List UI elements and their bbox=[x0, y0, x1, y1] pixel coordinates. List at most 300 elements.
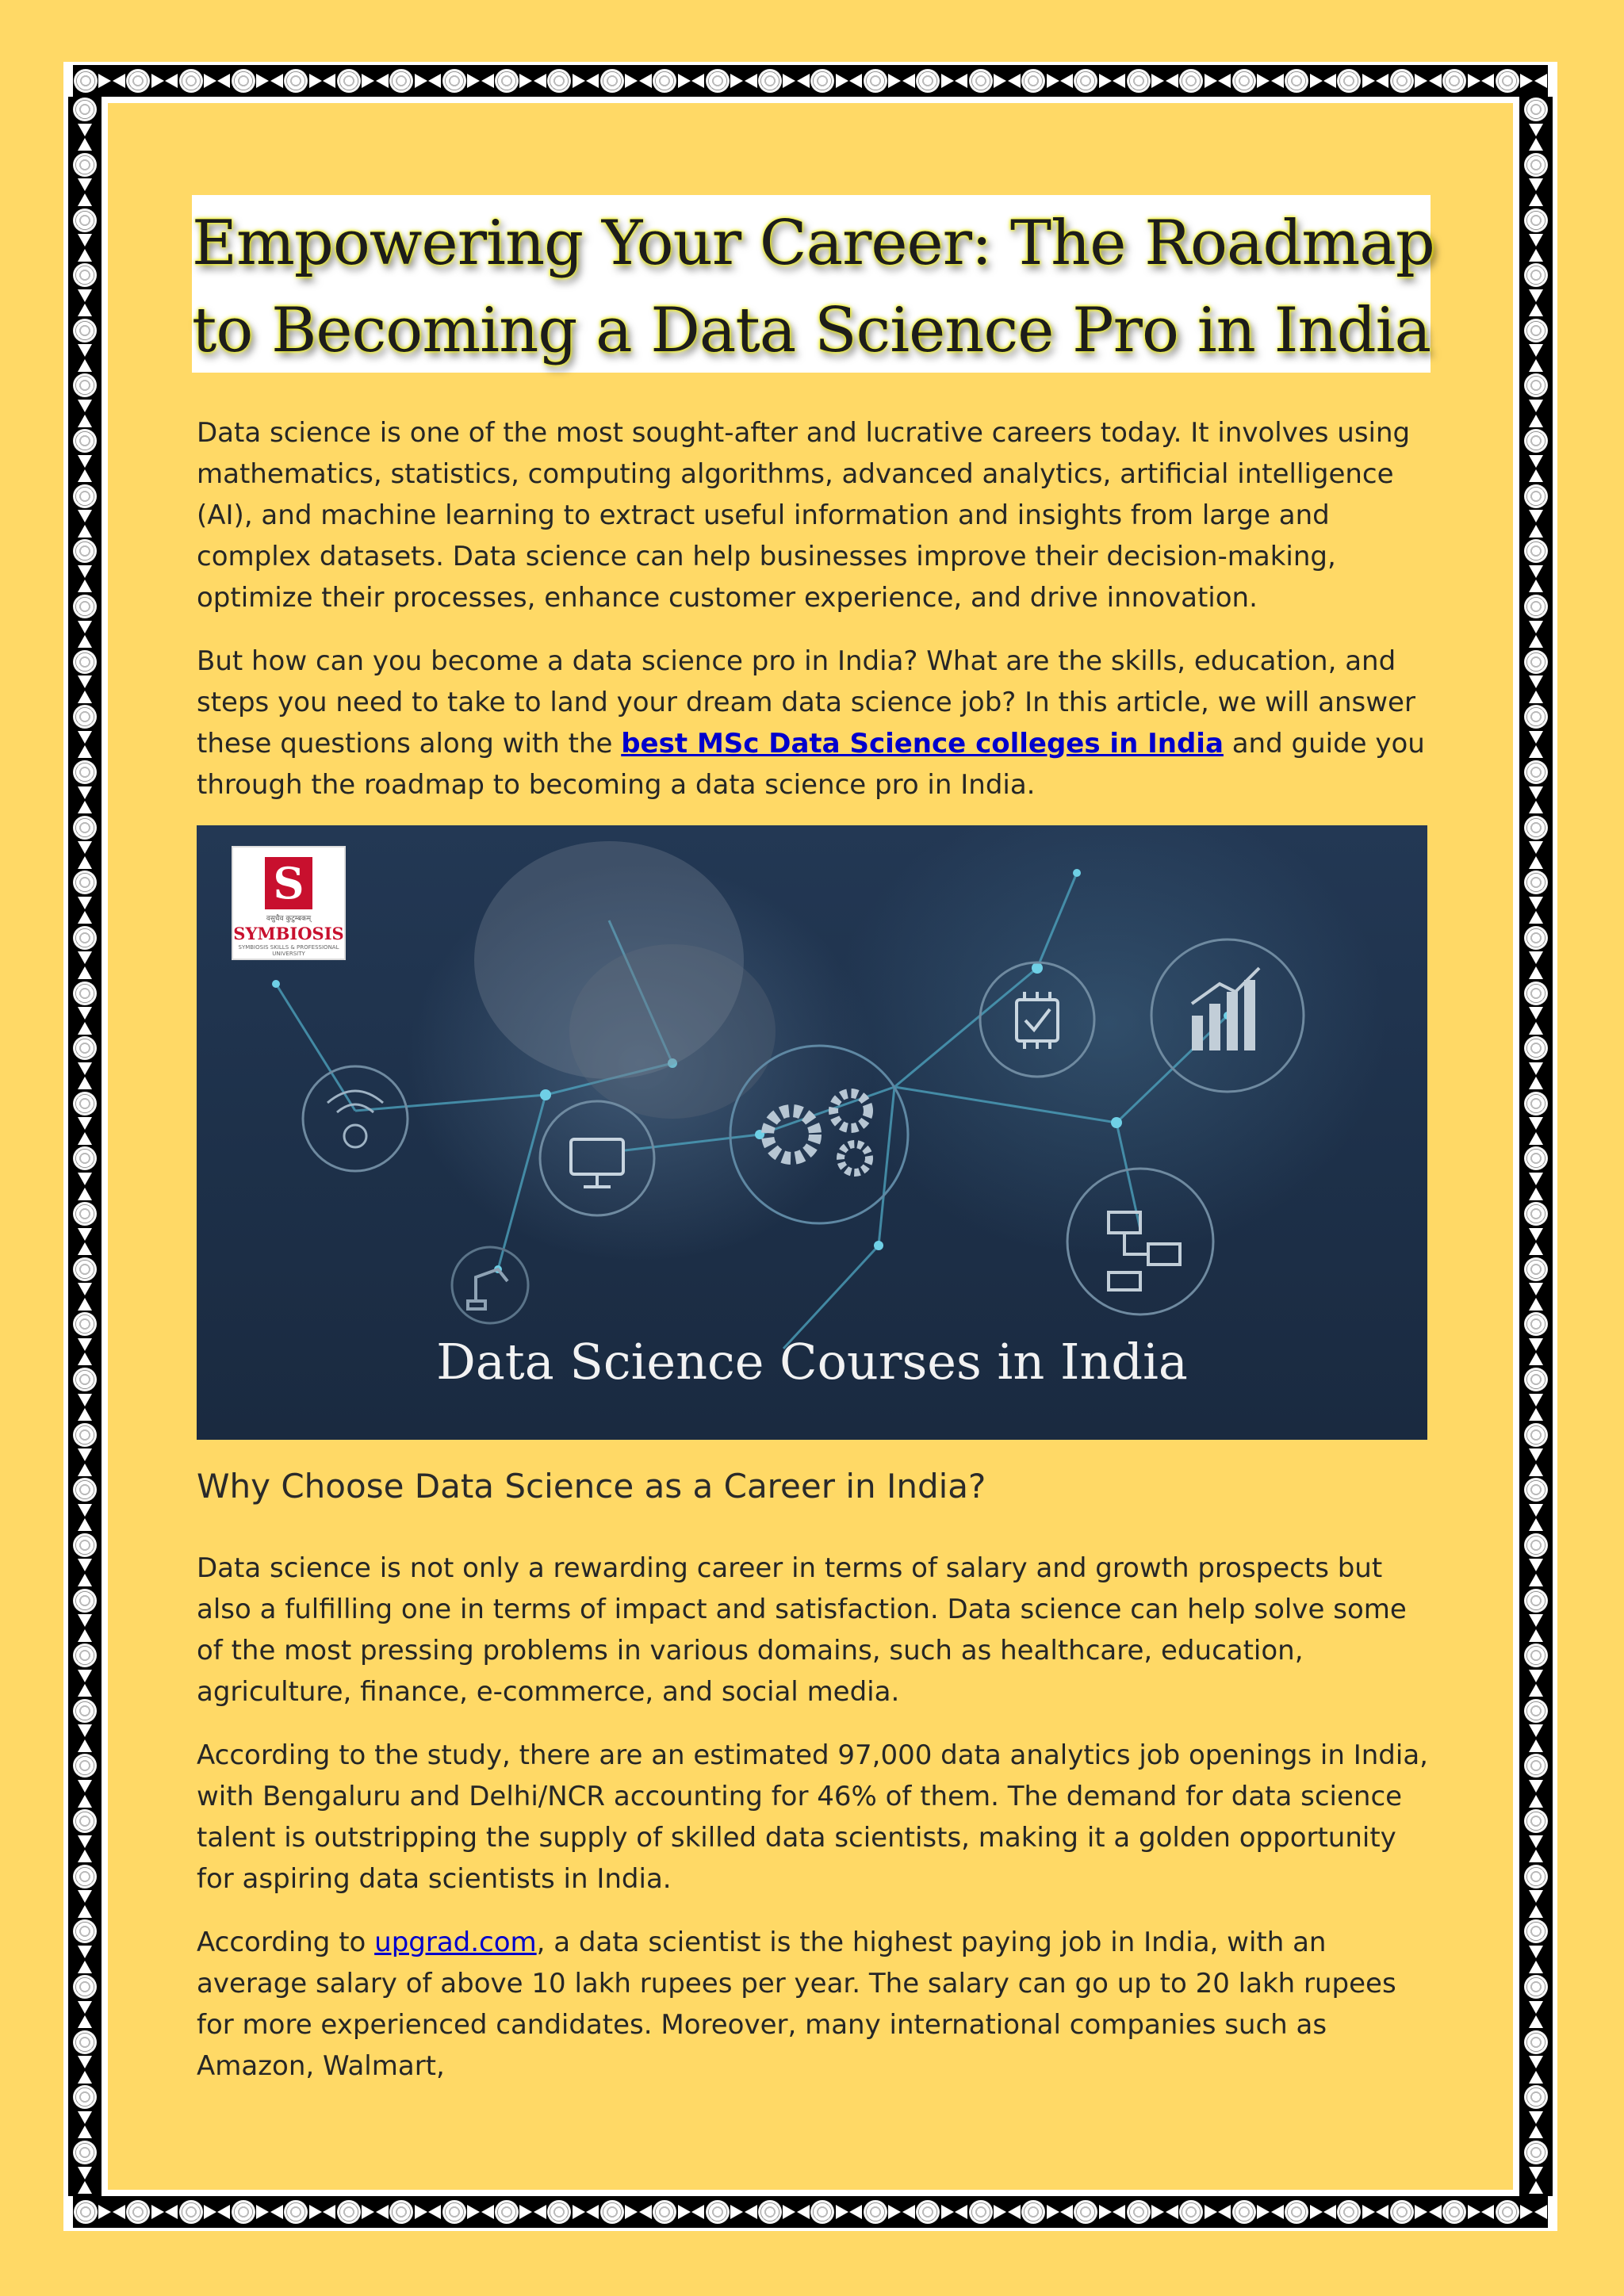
border-flower-ornament bbox=[1524, 1865, 1548, 1888]
border-flower-ornament bbox=[442, 69, 466, 93]
border-arrow-ornament bbox=[1047, 74, 1059, 88]
border-flower-ornament bbox=[1524, 871, 1548, 894]
border-arrow-ornament bbox=[1529, 178, 1543, 191]
upgrad-link[interactable]: upgrad.com bbox=[374, 1927, 537, 1958]
border-arrow-ornament bbox=[1534, 2205, 1547, 2219]
border-arrow-ornament bbox=[78, 1448, 92, 1461]
border-arrow-ornament bbox=[745, 2205, 757, 2219]
border-flower-ornament bbox=[1179, 69, 1203, 93]
border-arrow-ornament bbox=[362, 2205, 374, 2219]
border-flower-ornament bbox=[73, 871, 97, 894]
border-arrow-ornament bbox=[78, 1961, 92, 1973]
border-flower-ornament bbox=[1285, 2200, 1308, 2224]
border-arrow-ornament bbox=[78, 1559, 92, 1571]
border-arrow-ornament bbox=[78, 1850, 92, 1862]
border-flower-ornament bbox=[916, 69, 940, 93]
border-arrow-ornament bbox=[78, 1408, 92, 1421]
border-arrow-ornament bbox=[1529, 2015, 1543, 2028]
border-flower-ornament bbox=[284, 69, 308, 93]
border-arrow-ornament bbox=[78, 525, 92, 538]
decorative-border-bottom bbox=[73, 2196, 1548, 2228]
section-paragraph-1: Data science is not only a rewarding career in terms of salary and growth prospects but also a fulfilling one in terms of impact and satisfaction. Data science can help solve some of the most pressing problems in various domains, such as healthcare, education, agriculture, finance, e-commerce, and social media. bbox=[197, 1552, 1407, 1708]
border-flower-ornament bbox=[73, 982, 97, 1005]
border-flower-ornament bbox=[1524, 1809, 1548, 1833]
border-flower-ornament bbox=[547, 69, 571, 93]
border-arrow-ornament bbox=[1529, 234, 1543, 247]
border-arrow-ornament bbox=[1529, 1946, 1543, 1958]
border-arrow-ornament bbox=[78, 635, 92, 648]
border-arrow-ornament bbox=[78, 1353, 92, 1365]
border-arrow-ornament bbox=[1323, 74, 1336, 88]
border-arrow-ornament bbox=[1151, 2205, 1164, 2219]
msc-colleges-link[interactable]: best MSc Data Science colleges in India bbox=[621, 728, 1224, 760]
border-flower-ornament bbox=[74, 69, 98, 93]
border-arrow-ornament bbox=[1415, 2205, 1427, 2219]
border-arrow-ornament bbox=[1529, 2126, 1543, 2138]
border-arrow-ornament bbox=[1529, 1518, 1543, 1531]
border-flower-ornament bbox=[1524, 1202, 1548, 1226]
border-arrow-ornament bbox=[78, 289, 92, 302]
border-arrow-ornament bbox=[78, 1283, 92, 1295]
border-arrow-ornament bbox=[78, 1394, 92, 1406]
border-arrow-ornament bbox=[1529, 1890, 1543, 1903]
border-arrow-ornament bbox=[1166, 2205, 1178, 2219]
border-arrow-ornament bbox=[902, 74, 915, 88]
border-arrow-ornament bbox=[994, 74, 1006, 88]
border-arrow-ornament bbox=[78, 841, 92, 854]
border-flower-ornament bbox=[73, 1257, 97, 1281]
symbiosis-logo-name: SYMBIOSIS bbox=[233, 924, 344, 943]
border-arrow-ornament bbox=[534, 2205, 546, 2219]
border-arrow-ornament bbox=[1529, 580, 1543, 592]
border-flower-ornament bbox=[495, 69, 519, 93]
border-arrow-ornament bbox=[323, 2205, 335, 2219]
border-arrow-ornament bbox=[625, 2205, 638, 2219]
border-flower-ornament bbox=[337, 2200, 361, 2224]
border-arrow-ornament bbox=[1529, 1739, 1543, 1752]
border-arrow-ornament bbox=[1529, 1961, 1543, 1973]
border-flower-ornament bbox=[706, 69, 730, 93]
border-arrow-ornament bbox=[1529, 2111, 1543, 2124]
border-arrow-ornament bbox=[1529, 1228, 1543, 1241]
section-paragraph-3 bbox=[197, 1922, 1434, 2087]
border-flower-ornament bbox=[1524, 2085, 1548, 2109]
border-arrow-ornament bbox=[78, 400, 92, 412]
border-arrow-ornament bbox=[1529, 745, 1543, 758]
border-arrow-ornament bbox=[573, 74, 585, 88]
border-flower-ornament bbox=[232, 2200, 255, 2224]
border-arrow-ornament bbox=[1520, 2205, 1533, 2219]
border-arrow-ornament bbox=[941, 2205, 954, 2219]
border-arrow-ornament bbox=[888, 2205, 901, 2219]
border-arrow-ornament bbox=[309, 2205, 322, 2219]
border-flower-ornament bbox=[600, 2200, 624, 2224]
border-arrow-ornament bbox=[1529, 1007, 1543, 1020]
border-flower-ornament bbox=[1285, 69, 1308, 93]
border-arrow-ornament bbox=[797, 74, 810, 88]
border-flower-ornament bbox=[73, 2030, 97, 2054]
border-arrow-ornament bbox=[217, 74, 230, 88]
border-arrow-ornament bbox=[1529, 2071, 1543, 2084]
intro-paragraph-2-text-start: But how can you become a data science pro in India? What are the skills, education, and steps you need to take to land your dream data science job? In this article, we will answer these questions along with the bbox=[197, 645, 1415, 760]
border-arrow-ornament bbox=[1529, 1062, 1543, 1075]
border-arrow-ornament bbox=[745, 74, 757, 88]
border-arrow-ornament bbox=[1205, 2205, 1217, 2219]
border-flower-ornament bbox=[1390, 2200, 1414, 2224]
border-arrow-ornament bbox=[78, 1132, 92, 1145]
border-arrow-ornament bbox=[1529, 1117, 1543, 1130]
border-arrow-ornament bbox=[1529, 1173, 1543, 1185]
section-heading: Why Choose Data Science as a Career in India? bbox=[197, 1467, 986, 1506]
border-arrow-ornament bbox=[1529, 1795, 1543, 1808]
border-flower-ornament bbox=[1496, 2200, 1519, 2224]
border-arrow-ornament bbox=[1429, 74, 1442, 88]
border-flower-ornament bbox=[389, 69, 413, 93]
border-flower-ornament bbox=[73, 429, 97, 453]
border-flower-ornament bbox=[73, 1754, 97, 1777]
border-arrow-ornament bbox=[1323, 2205, 1336, 2219]
border-flower-ornament bbox=[706, 2200, 730, 2224]
border-arrow-ornament bbox=[1529, 951, 1543, 964]
border-arrow-ornament bbox=[78, 731, 92, 744]
border-flower-ornament bbox=[1524, 760, 1548, 784]
page-title-line-1: Empowering Your Career: The Roadmap bbox=[192, 208, 1434, 279]
border-arrow-ornament bbox=[78, 675, 92, 688]
border-arrow-ornament bbox=[467, 74, 480, 88]
border-arrow-ornament bbox=[78, 1298, 92, 1311]
border-flower-ornament bbox=[73, 373, 97, 397]
border-arrow-ornament bbox=[309, 74, 322, 88]
border-arrow-ornament bbox=[730, 2205, 743, 2219]
border-arrow-ornament bbox=[1218, 74, 1231, 88]
border-arrow-ornament bbox=[78, 966, 92, 979]
border-flower-ornament bbox=[653, 2200, 676, 2224]
border-flower-ornament bbox=[73, 263, 97, 287]
border-arrow-ornament bbox=[78, 2181, 92, 2194]
border-flower-ornament bbox=[1524, 1644, 1548, 1667]
border-flower-ornament bbox=[73, 650, 97, 674]
border-flower-ornament bbox=[916, 2200, 940, 2224]
border-arrow-ornament bbox=[1529, 2056, 1543, 2068]
border-arrow-ornament bbox=[78, 1684, 92, 1697]
border-flower-ornament bbox=[864, 2200, 887, 2224]
border-arrow-ornament bbox=[204, 2205, 216, 2219]
border-arrow-ornament bbox=[78, 2071, 92, 2084]
border-flower-ornament bbox=[73, 1312, 97, 1336]
border-arrow-ornament bbox=[1529, 1670, 1543, 1682]
border-flower-ornament bbox=[1524, 539, 1548, 563]
border-arrow-ornament bbox=[376, 2205, 389, 2219]
intro-paragraph-2 bbox=[197, 641, 1434, 806]
border-arrow-ornament bbox=[78, 138, 92, 151]
border-arrow-ornament bbox=[481, 74, 494, 88]
border-flower-ornament bbox=[1390, 69, 1414, 93]
border-arrow-ornament bbox=[1529, 1504, 1543, 1517]
border-arrow-ornament bbox=[78, 1077, 92, 1089]
border-arrow-ornament bbox=[78, 2126, 92, 2138]
decorative-border-left bbox=[68, 97, 102, 2196]
border-flower-ornament bbox=[1337, 69, 1361, 93]
border-arrow-ornament bbox=[1529, 1408, 1543, 1421]
border-arrow-ornament bbox=[78, 1464, 92, 1476]
border-flower-ornament bbox=[74, 2200, 98, 2224]
hero-image bbox=[197, 825, 1427, 1440]
border-arrow-ornament bbox=[1047, 2205, 1059, 2219]
border-flower-ornament bbox=[969, 2200, 993, 2224]
symbiosis-logo-tagline: वसुधैव कुटुम्बकम् bbox=[266, 915, 312, 923]
border-arrow-ornament bbox=[783, 2205, 795, 2219]
border-arrow-ornament bbox=[78, 1724, 92, 1737]
border-arrow-ornament bbox=[1529, 1724, 1543, 1737]
border-arrow-ornament bbox=[836, 2205, 848, 2219]
border-flower-ornament bbox=[73, 705, 97, 729]
border-flower-ornament bbox=[1524, 926, 1548, 950]
border-arrow-ornament bbox=[78, 510, 92, 522]
border-arrow-ornament bbox=[78, 1188, 92, 1200]
border-arrow-ornament bbox=[78, 2111, 92, 2124]
chip-check-icon bbox=[980, 962, 1094, 1077]
border-flower-ornament bbox=[73, 2085, 97, 2109]
border-arrow-ornament bbox=[78, 801, 92, 813]
border-arrow-ornament bbox=[691, 74, 704, 88]
border-arrow-ornament bbox=[836, 74, 848, 88]
border-arrow-ornament bbox=[1529, 966, 1543, 979]
border-arrow-ornament bbox=[586, 2205, 599, 2219]
border-flower-ornament bbox=[1524, 2030, 1548, 2054]
border-arrow-ornament bbox=[78, 856, 92, 869]
border-arrow-ornament bbox=[1008, 74, 1021, 88]
border-flower-ornament bbox=[1232, 69, 1256, 93]
border-arrow-ornament bbox=[78, 415, 92, 427]
border-flower-ornament bbox=[73, 1865, 97, 1888]
border-arrow-ornament bbox=[1529, 1353, 1543, 1365]
border-flower-ornament bbox=[73, 1589, 97, 1613]
border-flower-ornament bbox=[1524, 1589, 1548, 1613]
border-arrow-ornament bbox=[1310, 2205, 1323, 2219]
border-arrow-ornament bbox=[639, 2205, 652, 2219]
border-flower-ornament bbox=[1442, 69, 1466, 93]
border-flower-ornament bbox=[126, 2200, 150, 2224]
border-arrow-ornament bbox=[1529, 1077, 1543, 1089]
border-arrow-ornament bbox=[78, 2015, 92, 2028]
border-arrow-ornament bbox=[849, 2205, 862, 2219]
border-arrow-ornament bbox=[1529, 731, 1543, 744]
border-flower-ornament bbox=[1074, 69, 1097, 93]
border-arrow-ornament bbox=[78, 359, 92, 372]
border-arrow-ornament bbox=[1529, 249, 1543, 262]
border-arrow-ornament bbox=[849, 74, 862, 88]
border-flower-ornament bbox=[758, 2200, 782, 2224]
border-flower-ornament bbox=[1524, 1423, 1548, 1447]
border-flower-ornament bbox=[126, 69, 150, 93]
border-arrow-ornament bbox=[78, 1574, 92, 1586]
border-arrow-ornament bbox=[78, 1518, 92, 1531]
border-flower-ornament bbox=[1442, 2200, 1466, 2224]
border-flower-ornament bbox=[1524, 1368, 1548, 1391]
border-arrow-ornament bbox=[1529, 469, 1543, 482]
border-arrow-ornament bbox=[1529, 1132, 1543, 1145]
border-flower-ornament bbox=[73, 319, 97, 342]
border-flower-ornament bbox=[389, 2200, 413, 2224]
border-flower-ornament bbox=[73, 926, 97, 950]
border-arrow-ornament bbox=[1060, 2205, 1073, 2219]
monitor-icon bbox=[540, 1101, 654, 1215]
border-arrow-ornament bbox=[165, 74, 178, 88]
border-flower-ornament bbox=[810, 2200, 834, 2224]
border-arrow-ornament bbox=[1271, 2205, 1284, 2219]
border-arrow-ornament bbox=[1529, 1394, 1543, 1406]
border-arrow-ornament bbox=[78, 1173, 92, 1185]
border-arrow-ornament bbox=[1481, 2205, 1494, 2219]
border-flower-ornament bbox=[1179, 2200, 1203, 2224]
border-arrow-ornament bbox=[204, 74, 216, 88]
border-flower-ornament bbox=[1524, 1478, 1548, 1502]
border-arrow-ornament bbox=[1529, 193, 1543, 206]
border-arrow-ornament bbox=[428, 74, 441, 88]
border-arrow-ornament bbox=[639, 74, 652, 88]
border-arrow-ornament bbox=[1166, 74, 1178, 88]
border-arrow-ornament bbox=[691, 2205, 704, 2219]
border-arrow-ornament bbox=[78, 1007, 92, 1020]
border-arrow-ornament bbox=[113, 2205, 125, 2219]
border-flower-ornament bbox=[1496, 69, 1519, 93]
border-arrow-ornament bbox=[376, 74, 389, 88]
section-paragraph-3-text-end: , a data scientist is the highest paying job in India, with an average salary of above 10 lakh rupees per year. The salary can go up to 20 lakh rupees for more experienced candidates. Moreover, many international companies such as Amazon, Walmart, bbox=[197, 1927, 1396, 2082]
border-arrow-ornament bbox=[1520, 74, 1533, 88]
border-arrow-ornament bbox=[1529, 1338, 1543, 1351]
border-arrow-ornament bbox=[1362, 2205, 1375, 2219]
border-flower-ornament bbox=[284, 2200, 308, 2224]
border-flower-ornament bbox=[1524, 705, 1548, 729]
border-arrow-ornament bbox=[1529, 1835, 1543, 1848]
border-arrow-ornament bbox=[78, 1338, 92, 1351]
border-arrow-ornament bbox=[415, 2205, 427, 2219]
border-arrow-ornament bbox=[1529, 1574, 1543, 1586]
border-arrow-ornament bbox=[1257, 2205, 1270, 2219]
border-arrow-ornament bbox=[270, 74, 283, 88]
border-arrow-ornament bbox=[1529, 565, 1543, 578]
border-arrow-ornament bbox=[78, 234, 92, 247]
border-arrow-ornament bbox=[78, 1117, 92, 1130]
border-arrow-ornament bbox=[78, 621, 92, 633]
border-arrow-ornament bbox=[1468, 2205, 1480, 2219]
border-arrow-ornament bbox=[78, 1022, 92, 1035]
border-arrow-ornament bbox=[534, 74, 546, 88]
robot-arm-icon bbox=[452, 1247, 528, 1323]
border-flower-ornament bbox=[73, 595, 97, 618]
border-arrow-ornament bbox=[1529, 1022, 1543, 1035]
border-arrow-ornament bbox=[1529, 1780, 1543, 1793]
border-flower-ornament bbox=[73, 153, 97, 177]
section-paragraph-2: According to the study, there are an estimated 97,000 data analytics job openings in India, with Bengaluru and Delhi/NCR accounting for 46% of them. The demand for data science talent is outstripping the supply of skilled data scientists, making it a golden opportunity for aspiring data scientists in India. bbox=[197, 1739, 1428, 1895]
border-arrow-ornament bbox=[1529, 525, 1543, 538]
border-arrow-ornament bbox=[783, 74, 795, 88]
border-flower-ornament bbox=[73, 1975, 97, 1999]
border-flower-ornament bbox=[1524, 650, 1548, 674]
border-arrow-ornament bbox=[1099, 74, 1112, 88]
border-arrow-ornament bbox=[1529, 897, 1543, 909]
border-arrow-ornament bbox=[1529, 801, 1543, 813]
border-arrow-ornament bbox=[1529, 1242, 1543, 1255]
border-arrow-ornament bbox=[1529, 1559, 1543, 1571]
border-arrow-ornament bbox=[78, 1890, 92, 1903]
border-flower-ornament bbox=[1074, 2200, 1097, 2224]
border-arrow-ornament bbox=[519, 2205, 532, 2219]
border-arrow-ornament bbox=[78, 1946, 92, 1958]
border-arrow-ornament bbox=[78, 745, 92, 758]
border-flower-ornament bbox=[758, 69, 782, 93]
intro-paragraph-2-text-end: and guide you through the roadmap to becoming a data science pro in India. bbox=[197, 728, 1425, 801]
border-flower-ornament bbox=[1524, 1919, 1548, 1943]
border-arrow-ornament bbox=[1534, 74, 1547, 88]
border-flower-ornament bbox=[442, 2200, 466, 2224]
border-arrow-ornament bbox=[678, 2205, 691, 2219]
border-arrow-ornament bbox=[1529, 344, 1543, 357]
border-arrow-ornament bbox=[1529, 1629, 1543, 1642]
border-arrow-ornament bbox=[78, 1780, 92, 1793]
border-arrow-ornament bbox=[1529, 841, 1543, 854]
border-arrow-ornament bbox=[78, 565, 92, 578]
border-arrow-ornament bbox=[1099, 2205, 1112, 2219]
border-arrow-ornament bbox=[78, 193, 92, 206]
border-arrow-ornament bbox=[1529, 510, 1543, 522]
border-arrow-ornament bbox=[1529, 2167, 1543, 2179]
border-arrow-ornament bbox=[78, 1504, 92, 1517]
border-arrow-ornament bbox=[1205, 74, 1217, 88]
decorative-border-top bbox=[73, 65, 1548, 97]
border-arrow-ornament bbox=[1008, 2205, 1021, 2219]
border-arrow-ornament bbox=[98, 74, 111, 88]
border-flower-ornament bbox=[73, 1368, 97, 1391]
border-arrow-ornament bbox=[1529, 138, 1543, 151]
border-arrow-ornament bbox=[519, 74, 532, 88]
border-flower-ornament bbox=[1524, 98, 1548, 121]
wifi-brain-icon bbox=[303, 1066, 408, 1171]
border-arrow-ornament bbox=[78, 1795, 92, 1808]
border-arrow-ornament bbox=[78, 2167, 92, 2179]
border-flower-ornament bbox=[1524, 1699, 1548, 1723]
border-arrow-ornament bbox=[1151, 74, 1164, 88]
border-arrow-ornament bbox=[1529, 124, 1543, 136]
border-arrow-ornament bbox=[1529, 786, 1543, 799]
border-arrow-ornament bbox=[78, 469, 92, 482]
border-arrow-ornament bbox=[217, 2205, 230, 2219]
border-arrow-ornament bbox=[78, 1670, 92, 1682]
border-arrow-ornament bbox=[362, 74, 374, 88]
border-flower-ornament bbox=[1524, 1146, 1548, 1170]
border-flower-ornament bbox=[232, 69, 255, 93]
section-paragraph-3-text-start: According to bbox=[197, 1927, 375, 1958]
border-flower-ornament bbox=[653, 69, 676, 93]
border-arrow-ornament bbox=[78, 1242, 92, 1255]
border-flower-ornament bbox=[1524, 1036, 1548, 1060]
decorative-border-right bbox=[1519, 97, 1553, 2196]
border-arrow-ornament bbox=[1529, 1850, 1543, 1862]
border-arrow-ornament bbox=[256, 2205, 269, 2219]
border-flower-ornament bbox=[73, 1533, 97, 1557]
border-arrow-ornament bbox=[256, 74, 269, 88]
border-flower-ornament bbox=[73, 1423, 97, 1447]
border-arrow-ornament bbox=[78, 1739, 92, 1752]
border-arrow-ornament bbox=[1529, 911, 1543, 924]
page-title-line-2: to Becoming a Data Science Pro in India bbox=[192, 295, 1431, 366]
border-flower-ornament bbox=[1524, 209, 1548, 232]
border-flower-ornament bbox=[73, 1202, 97, 1226]
border-arrow-ornament bbox=[1529, 1905, 1543, 1918]
border-flower-ornament bbox=[1524, 982, 1548, 1005]
border-arrow-ornament bbox=[1529, 415, 1543, 427]
border-flower-ornament bbox=[73, 2141, 97, 2164]
